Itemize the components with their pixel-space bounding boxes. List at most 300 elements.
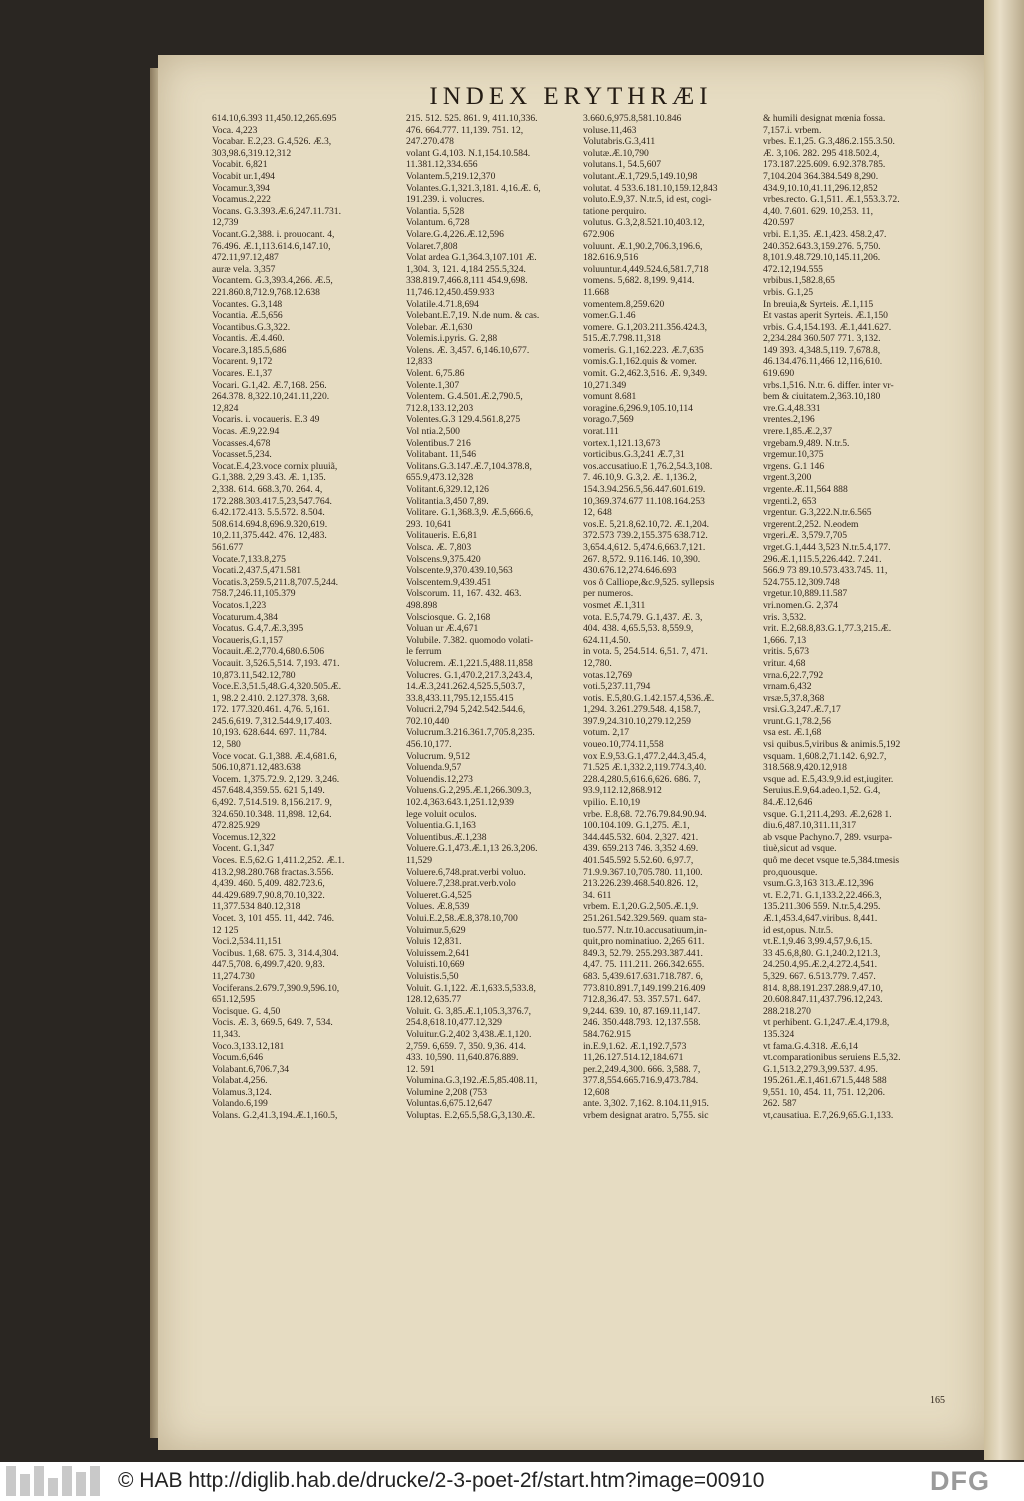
index-entry-line: vt.E.1,9.46 3,99.4,57,9.6,15. — [763, 936, 873, 948]
index-entry-line: 1, 98.2 2.410. 2.127.378. 3,68. — [212, 692, 330, 704]
index-entry-line: voluuntur.4,449.524.6,581.7,718 — [583, 263, 709, 275]
index-entry-line: G.1,388. 2,29 3.43. Æ. 1,135. — [212, 472, 326, 484]
index-entry-line: Voluissem.2,641 — [406, 947, 470, 959]
index-entry-line: Volitantia.3,450 7,89. — [406, 495, 489, 507]
index-entry-line: 472.825.929 — [212, 820, 260, 832]
index-entry-line: vris. 3,532. — [763, 611, 807, 623]
page-number: 165 — [930, 1395, 945, 1406]
index-entry-line: Volans. G.2,41.3,194.Æ.1,160.5, — [212, 1110, 338, 1122]
index-entry-line: Volucrem. Æ.1,221.5,488.11,858 — [406, 657, 533, 669]
index-entry-line: Volamus.3,124. — [212, 1086, 272, 1098]
index-entry-line: vsa est. Æ.1,68 — [763, 727, 822, 739]
index-entry-line: 508.614.694.8,696.9.320,619. — [212, 518, 328, 530]
index-entry-line: 12, 648 — [583, 507, 612, 519]
index-entry-line: 7. 46.10,9. G.3,2. Æ. 1,136.2, — [583, 472, 697, 484]
index-entry-line: 245.6,619. 7,312.544.9,17.403. — [212, 715, 332, 727]
index-entry-line: Volentibus.7 216 — [406, 437, 471, 449]
index-entry-line: 267. 8,572. 9.116.146. 10,390. — [583, 553, 701, 565]
index-entry-line: 102.4,363.643.1,251.12,939 — [406, 797, 514, 809]
index-entry-line: Vocat.E.4,23.voce cornix pluuiã, — [212, 460, 338, 472]
index-entry-line: 10,369.374.677 11.108.164.253 — [583, 495, 705, 507]
footer-bar — [0, 1462, 1024, 1501]
index-entry-line: auræ vela. 3,357 — [212, 263, 276, 275]
index-entry-line: Volare.G.4,226.Æ.12,596 — [406, 228, 504, 240]
index-entry-line: in vota. 5, 254.514. 6,51. 7, 471. — [583, 646, 708, 658]
index-entry-line: 456.10,177. — [406, 739, 452, 751]
index-entry-line: Volucrum.3.216.361.7,705.8,235. — [406, 727, 535, 739]
index-entry-line: Volabant.6,706.7,34 — [212, 1063, 290, 1075]
index-column-4 — [763, 113, 963, 1122]
index-entry-line: vrentes.2,196 — [763, 414, 815, 426]
index-entry-line: vrbes. E.1,25. G.3,486.2.155.3.50. — [763, 136, 895, 148]
index-entry-line: Volaret.7,808 — [406, 240, 458, 252]
index-entry-line: votas.12,769 — [583, 669, 633, 681]
index-entry-line: 10,2.11,375.442. 476. 12,483. — [212, 530, 327, 542]
index-entry-line: vrgetur.10,889.11.587 — [763, 588, 848, 600]
index-entry-line: 6,492. 7,514.519. 8,156.217. 9, — [212, 797, 332, 809]
index-entry-line: Vocem. 1,375.72.9. 2,129. 3,246. — [212, 773, 340, 785]
index-entry-line: Vocatos.1,223 — [212, 599, 267, 611]
index-entry-line: 213.226.239.468.540.826. 12, — [583, 878, 699, 890]
index-entry-line: quô me decet vsque te.5,384.tmesis — [763, 855, 900, 866]
index-entry-line: vomunt 8.681 — [583, 391, 637, 403]
index-entry-line: 262. 587 — [763, 1098, 797, 1110]
index-entry-line: Volando.6,199 — [212, 1098, 268, 1110]
dfg-logo: DFG — [930, 1466, 990, 1496]
index-entry-line: vomens. 5,682. 8,199. 9,414. — [583, 275, 695, 287]
index-entry-line: 712.8,36.47. 53. 357.571. 647. — [583, 994, 701, 1006]
index-entry-line: Volantes.G.1,321.3,181. 4,16.Æ. 6, — [406, 182, 541, 194]
index-entry-line: Vocatis.3,259.5,211.8,707.5,244. — [212, 576, 339, 588]
index-entry-line: votum. 2,17 — [583, 727, 630, 739]
index-entry-line: Volubile. 7.382. quomodo volati- — [406, 634, 534, 646]
index-entry-line: Volui.E.2,58.Æ.8,378.10,700 — [406, 912, 518, 924]
book-page — [158, 55, 984, 1450]
index-entry-line: Volitare. G.1,368.3,9. Æ.5,666.6, — [406, 507, 534, 519]
index-entry-line: quit,pro nominatiuo. 2,265 611. — [583, 936, 705, 948]
index-entry-line: vrgeri.Æ. 3,579.7,705 — [763, 530, 848, 542]
index-entry-line: 33 45.6,8,80. G.1,240.2,121.3, — [763, 947, 881, 959]
index-entry-line: Vol ntia.2,500 — [406, 426, 460, 438]
index-entry-line: vosmet Æ.1,311 — [583, 599, 646, 611]
copyright-link[interactable]: © HAB http://diglib.hab.de/drucke/2-3-poet-2f/start.htm?image=00910 — [118, 1469, 765, 1492]
index-entry-line: Volitans.G.3.147.Æ.7,104.378.8, — [406, 460, 532, 472]
index-entry-line: Vocantem. G.3,393.4,266. Æ.5, — [212, 275, 333, 287]
index-entry-line: 324.650.10.348. 11,898. 12,64. — [212, 808, 332, 820]
index-entry-line: 12 125 — [212, 924, 239, 936]
index-entry-line: Volsciosque. G. 2,168 — [406, 611, 491, 623]
index-entry-line: Voca. 4,223 — [212, 124, 258, 136]
index-entry-line: Voluntas.6,675.12,647 — [406, 1098, 493, 1110]
index-entry-line: 420.597 — [763, 217, 795, 229]
index-entry-line: 20.608.847.11,437.796.12,243. — [763, 994, 883, 1006]
index-entry-line: 372.573 739.2,155.375 638.712. — [583, 530, 708, 542]
index-entry-line: Volebar. Æ.1,630 — [406, 321, 473, 333]
index-entry-line: Voluere.6,748.prat.verbi voluo. — [406, 866, 526, 878]
index-entry-line: Seruius.E.9,64.adeo.1,52. G.4, — [763, 785, 881, 797]
facing-page-edge — [984, 0, 1024, 1460]
index-entry-line: Volitaueris. E.6,81 — [406, 530, 478, 542]
index-entry-line: 12,739 — [212, 217, 239, 229]
index-entry-line: vt,causatiua. E.7,26.9,65.G.1,133. — [763, 1110, 894, 1122]
index-entry-line: 10,873.11,542.12,780 — [212, 669, 296, 681]
index-entry-line: 4,47. 75. 111.211. 266.342.655. — [583, 959, 705, 971]
index-entry-line: vrbem. E.1,20.G.2,505.Æ.1,9. — [583, 901, 699, 913]
index-entry-line: voluunt. Æ.1,90.2,706.3,196.6, — [583, 240, 703, 252]
index-entry-line: volutus. G.3,2,8.521.10,403.12, — [583, 217, 705, 229]
index-entry-line: Vocari. G.1,42. Æ.7,168. 256. — [212, 379, 327, 391]
index-entry-line: 135.324 — [763, 1028, 795, 1040]
index-entry-line: Vocantia. Æ.5,656 — [212, 310, 283, 322]
index-entry-line: volutat. 4 533.6.181.10,159.12,843 — [583, 182, 718, 194]
index-entry-line: 10,193. 628.644. 697. 11,784. — [212, 727, 327, 739]
index-entry-line: 472.11,97.12,487 — [212, 252, 279, 264]
index-entry-line: Vocantis. Æ.4.460. — [212, 333, 285, 345]
index-entry-line: 215. 512. 525. 861. 9, 411.10,336. — [406, 113, 538, 124]
index-entry-line: vrgent.3,200 — [763, 472, 812, 484]
index-entry-line: Vocum.6,646 — [212, 1052, 263, 1064]
index-column-1 — [212, 113, 398, 1122]
index-entry-line: Voluit. G.1,122. Æ.1,633.5,533.8, — [406, 982, 536, 994]
index-entry-line: 2,234.284 360.507 771. 3,132. — [763, 333, 881, 345]
index-entry-line: vrgens. G.1 146 — [763, 460, 825, 472]
index-entry-line: Volutabris.G.3,411 — [583, 136, 656, 148]
index-entry-line: voluto.E.9,37. N.tr.5, id est, cogi- — [583, 194, 712, 206]
index-entry-line: 814. 8,88.191.237.288.9,47.10, — [763, 982, 883, 994]
index-entry-line: 672.906 — [583, 228, 615, 240]
index-entry-line: 24.250.4,95.Æ.2,4.272.4,541. — [763, 959, 878, 971]
index-entry-line: Volentes.G.3 129.4.561.8,275 — [406, 414, 521, 426]
index-entry-line: Volues. Æ.8,539 — [406, 901, 470, 913]
index-entry-line: vox E.9,53.G.1,477.2,44.3,45.4, — [583, 750, 707, 762]
index-entry-line: 71.9.9.367.10,705.780. 11,100. — [583, 866, 703, 878]
index-entry-line: Voluentibus.Æ.1,238 — [406, 831, 487, 843]
index-entry-line: tiuè,sicut ad vsque. — [763, 843, 837, 855]
index-entry-line: Volabat.4,256. — [212, 1075, 268, 1087]
index-entry-line: Volucri.2,794 5,242.542.544.6, — [406, 704, 526, 716]
index-entry-line: Vocemus.12,322 — [212, 831, 276, 843]
index-entry-line: & humili designat mœnia fossa. — [763, 113, 886, 124]
index-entry-line: In breuia,& Syrteis. Æ.1,115 — [763, 298, 874, 310]
index-entry-line: 2,338. 614. 668.3,70. 264. 4, — [212, 484, 323, 495]
index-entry-line: 702.10,440 — [406, 715, 450, 727]
index-entry-line: 240.352.643.3,159.276. 5,750. — [763, 240, 881, 252]
index-entry-line: 584.762.915 — [583, 1028, 631, 1040]
index-entry-line: 293. 10,641 — [406, 518, 452, 530]
index-entry-line: 246. 350.448.793. 12,137.558. — [583, 1017, 701, 1029]
index-entry-line: Volantia. 5,528 — [406, 205, 465, 217]
index-entry-line: Vocaueris,G.1,157 — [212, 634, 283, 646]
index-entry-line: 195.261.Æ.1,461.671.5,448 588 — [763, 1075, 887, 1087]
index-entry-line: Volatile.4.71.8,694 — [406, 298, 479, 310]
index-entry-line: Volucrum. 9,512 — [406, 750, 471, 762]
index-entry-line: 172. 177.320.461. 4,76. 5,161. — [212, 704, 330, 716]
index-entry-line: vsque. G.1,211.4,293. Æ.2,628 1. — [763, 808, 892, 820]
index-entry-line: vrbis. G.4,154.193. Æ.1,441.627. — [763, 321, 892, 333]
index-entry-line: 12,608 — [583, 1086, 610, 1098]
index-entry-line: per numeros. — [583, 588, 634, 600]
index-entry-line: 344.445.532. 604. 2,327. 421. — [583, 831, 699, 843]
index-entry-line: Vocis. Æ. 3, 669.5, 649. 7, 534. — [212, 1017, 333, 1029]
index-entry-line: 11,746.12,450.459.933 — [406, 286, 495, 298]
index-entry-line: Vocas. Æ.9,22.94 — [212, 426, 280, 438]
index-entry-line: vomer.G.1.46 — [583, 310, 636, 322]
index-entry-line: Volantum. 6,728 — [406, 217, 470, 229]
index-entry-line: Volentem. G.4.501.Æ.2,790.5, — [406, 391, 523, 403]
index-entry-line: Voco.3,133.12,181 — [212, 1040, 285, 1052]
index-entry-line: 100.104.109. G.1,275. Æ.1, — [583, 820, 690, 832]
index-entry-line: Volens. Æ. 3,457. 6,146.10,677. — [406, 344, 530, 356]
index-entry-line: vrbs.1,516. N.tr. 6. differ. inter vr- — [763, 379, 894, 391]
index-entry-line: Voluentia.G.1,163 — [406, 820, 476, 832]
index-entry-line: 338.819.7,466.8,111 454.9,698. — [406, 275, 528, 287]
index-entry-line: 12,824 — [212, 402, 239, 414]
index-entry-line: 683. 5,439.617.631.718.787. 6, — [583, 970, 703, 982]
index-entry-line: Æ. 3,106. 282. 295 418.502.4, — [763, 147, 880, 159]
index-entry-line: diu.6,487.10,311.11,317 — [763, 820, 857, 832]
index-entry-line: volutant.Æ.1,729.5,149.10,98 — [583, 170, 698, 182]
running-header: INDEX ERYTHRÆI — [429, 83, 713, 110]
index-entry-line: vos.accusatiuo.E 1,76.2,54.3,108. — [583, 460, 713, 472]
index-entry-line: 172.288.303.417.5,23,547.764. — [212, 495, 332, 507]
index-entry-line: 154.3.94.256.5,56.447.601.619. — [583, 484, 706, 495]
index-entry-line: vsi quibus.5,viribus & animis.5,192 — [763, 739, 901, 751]
index-entry-line: id est,opus. N.tr.5. — [763, 924, 834, 936]
index-entry-line: Voluenda.9,57 — [406, 762, 462, 774]
index-entry-line: vrunt.G.1,78.2,56 — [763, 715, 831, 727]
index-entry-line: 6.42.172.413. 5.5.572. 8.504. — [212, 507, 325, 519]
index-entry-line: vrget.G.1,444 3,523 N.tr.5.4,177. — [763, 541, 891, 553]
index-entry-line: Voce.E.3,51.5,48.G.4,320.505.Æ. — [212, 681, 342, 693]
index-entry-line: 11.668 — [583, 286, 610, 298]
index-entry-line: vrgebam.9,489. N.tr.5. — [763, 437, 850, 449]
index-entry-line: 524.755.12,309.748 — [763, 576, 840, 588]
index-entry-line: 221.860.8,712.9,768.12.638 — [212, 286, 320, 298]
index-entry-line: 76.496. Æ.1,113.614.6,147.10, — [212, 240, 331, 252]
index-entry-line: 228.4,280.5,616.6,626. 686. 7, — [583, 773, 701, 785]
index-entry-line: Vocauit. 3,526.5,514. 7,193. 471. — [212, 657, 340, 669]
index-entry-line: 7,104.204 364.384.549 8,290. — [763, 170, 879, 182]
index-entry-line: Vociferans.2.679.7,390.9,596.10, — [212, 982, 340, 994]
index-entry-line: vomere. G.1,203.211.356.424.3, — [583, 321, 708, 333]
index-entry-line: Volitabant. 11,546 — [406, 449, 477, 461]
index-entry-line: 619.690 — [763, 368, 795, 380]
index-entry-line: 93.9,112.12,868.912 — [583, 785, 662, 797]
index-entry-line: 46.134.476.11,466 12,116,610. — [763, 356, 883, 368]
index-entry-line: vsque ad. E.5,43.9,9.id est,iugiter. — [763, 773, 894, 785]
index-entry-line: 472.12,194.555 — [763, 263, 823, 275]
index-entry-line: vre.G.4,48.331 — [763, 402, 821, 414]
index-entry-line: 397.9,24.310.10,279.12,259 — [583, 715, 691, 727]
index-entry-line: per.2,249.4,300. 666. 3,588. 7, — [583, 1063, 701, 1075]
index-entry-line: 439. 659.213 746. 3,352 4.69. — [583, 843, 699, 855]
index-entry-line: 264.378. 8,322.10,241.11,220. — [212, 391, 330, 403]
index-entry-line: vrgentur. G.3,222.N.tr.6.565 — [763, 507, 872, 519]
index-entry-line: Volente.1,307 — [406, 379, 460, 391]
index-entry-line: Volsca. Æ. 7,803 — [406, 541, 472, 553]
index-entry-line: 173.187.225.609. 6.92.378.785. — [763, 159, 886, 171]
index-entry-line: Æ.1,453.4,647.viribus. 8,441. — [763, 912, 878, 924]
index-entry-line: 7,157.i. vrbem. — [763, 124, 822, 136]
index-entry-line: 251.261.542.329.569. quam sta- — [583, 912, 707, 924]
index-entry-line: Vocant.G.2,388. i. prouocant. 4, — [212, 228, 335, 240]
index-entry-line: vota. E.5,74.79. G.1,437. Æ. 3, — [583, 611, 703, 623]
index-entry-line: Volscens.9,375.420 — [406, 553, 481, 565]
index-entry-line: 712.8,133.12,203 — [406, 402, 474, 414]
index-entry-line: Vocamur.3,394 — [212, 182, 270, 194]
index-entry-line: Voluan ur Æ.4,671 — [406, 623, 479, 635]
index-entry-line: vritur. 4,68 — [763, 657, 806, 669]
index-entry-line: vrbis. G.1,25 — [763, 286, 814, 298]
index-entry-line: vritis. 5,673 — [763, 646, 810, 658]
index-entry-line: vrnam.6,432 — [763, 681, 812, 693]
index-entry-line: vrbi. E.1,35. Æ.1,423. 458.2,47. — [763, 228, 887, 240]
index-entry-line: vos.E. 5,21.8,62.10,72. Æ.1,204. — [583, 518, 710, 530]
index-entry-line: Vocasses.4,678 — [212, 437, 271, 449]
index-entry-line: 447.5,708. 6,499.7,420. 9,83. — [212, 959, 325, 971]
index-entry-line: 191.239. i. volucres. — [406, 194, 485, 206]
index-entry-line: 11,26.127.514.12,184.671 — [583, 1052, 684, 1064]
index-entry-line: Vocabar. E.2,23. G.4,526. Æ.3, — [212, 136, 332, 148]
index-entry-line: 254.8,618.10,477.12,329 — [406, 1017, 502, 1029]
index-entry-line: Volscentem.9,439.451 — [406, 576, 492, 588]
index-entry-line: vorticibus.G.3,241 Æ.7,31 — [583, 449, 685, 461]
index-entry-line: 44.429.689.7,90.8,70.10,322. — [212, 889, 325, 901]
index-entry-line: Volebant.E.7,19. N.de num. & cas. — [406, 310, 540, 322]
index-entry-line: vt perhibent. G.1,247.Æ.4,179.8, — [763, 1017, 890, 1029]
index-entry-line: 498.898 — [406, 599, 438, 611]
index-entry-line: 11,274.730 — [212, 970, 255, 982]
index-entry-line: ab vsque Pachyno.7, 289. vsurpa- — [763, 831, 893, 843]
index-entry-line: Voces. E.5,62.G 1,411.2,252. Æ.1. — [212, 855, 345, 866]
index-entry-line: vrgemur.10,375 — [763, 449, 824, 461]
index-entry-line: Voluere.7,238.prat.verb.volo — [406, 878, 516, 890]
index-entry-line: 506.10,871.12,483.638 — [212, 762, 301, 774]
index-entry-line: Vocasset.5,234. — [212, 449, 272, 461]
index-entry-line: 247.270.478 — [406, 136, 454, 148]
index-entry-line: Voci.2,534.11,151 — [212, 936, 282, 948]
index-entry-line: vorat.111 — [583, 426, 619, 438]
index-entry-line: voluse.11,463 — [583, 124, 637, 136]
index-entry-line: 12,833 — [406, 356, 433, 368]
index-entry-line: votis. E.5,80.G.1.42.157.4,536.Æ. — [583, 692, 715, 704]
index-entry-line: 288.218.270 — [763, 1005, 811, 1017]
index-entry-line: Vocantibus.G.3,322. — [212, 321, 291, 333]
index-entry-line: 34. 611 — [583, 889, 612, 901]
index-entry-line: vrere.1,85.Æ.2,37 — [763, 426, 833, 438]
index-entry-line: Volscorum. 11, 167. 432. 463. — [406, 588, 522, 600]
index-entry-line: bem & ciuitatem.2,363.10,180 — [763, 391, 881, 403]
index-entry-line: Voce vocat. G.1,388. Æ.4,681.6, — [212, 750, 337, 762]
index-entry-line: 614.10,6.393 11,450.12,265.695 — [212, 113, 337, 124]
index-entry-line: Vocans. G.3.393.Æ.6,247.11.731. — [212, 205, 341, 217]
index-entry-line: 71.525 Æ.1,332.2,119.774.3,40. — [583, 762, 707, 774]
index-entry-line: 5,329. 667. 6.513.779. 7.457. — [763, 970, 876, 982]
index-entry-line: Voluens.G.2,295.Æ.1,266.309.3, — [406, 785, 532, 797]
index-entry-line: voueo.10,774.11,558 — [583, 739, 664, 751]
index-entry-line: 404. 438. 4,65.5,53. 8,559.9, — [583, 623, 694, 635]
index-entry-line: 476. 664.777. 11,139. 751. 12, — [406, 124, 524, 136]
index-entry-line: Voluptas. E.2,65.5,58.G,3,130.Æ. — [406, 1110, 536, 1122]
index-entry-line: 3,654.4,612. 5,474.6,663.7,121. — [583, 541, 706, 553]
index-entry-line: tatione perquiro. — [583, 205, 647, 217]
index-entry-line: G.1,513.2,279.3,99.537. 4.95. — [763, 1063, 878, 1075]
index-entry-line: 33.8,433.11,795.12,155.415 — [406, 692, 514, 704]
index-entry-line: Voluitur.G.2,402 3,438.Æ.1,120. — [406, 1028, 532, 1040]
index-entry-line: Et vastas aperit Syrteis. Æ.1,150 — [763, 310, 888, 322]
index-entry-line: vrsi.G.3,247.Æ.7,17 — [763, 704, 841, 716]
index-entry-line: vrgente.Æ.11,564 888 — [763, 484, 848, 495]
index-entry-line: 11.381.12,334.656 — [406, 159, 478, 171]
index-entry-line: vsum.G.3,163 313.Æ.12,396 — [763, 878, 874, 890]
index-entry-line: Vocati.2,437.5,471.581 — [212, 565, 302, 577]
index-entry-line: Vocabit ur.1,494 — [212, 170, 275, 182]
index-entry-line: vrgerent.2,252. N.eodem — [763, 518, 859, 530]
index-entry-line: 413.2,98.280.768 fractas.3.556. — [212, 866, 334, 878]
index-entry-line: Volumina.G.3,192.Æ.5,85.408.11, — [406, 1075, 538, 1087]
index-entry-line: Vocares. E.1,37 — [212, 368, 273, 380]
index-entry-line: vrit. E.2,68.8,83.G.1,77.3,215.Æ. — [763, 623, 892, 635]
index-entry-line: vrna.6,22.7,792 — [763, 669, 824, 681]
index-entry-line: 433. 10,590. 11,640.876.889. — [406, 1052, 519, 1064]
index-entry-line: Vocatus. G.4,7.Æ.3,395 — [212, 623, 304, 635]
index-entry-line: vrbibus.1,582.8,65 — [763, 275, 835, 287]
index-entry-line: 651.12,595 — [212, 994, 256, 1006]
index-entry-line: lege voluit oculos. — [406, 808, 477, 820]
index-entry-line: 849.3, 52.79. 255.293.387.441. — [583, 947, 703, 959]
index-entry-line: Vocabit. 6,821 — [212, 159, 268, 171]
index-entry-line: volutans.1, 54.5,607 — [583, 159, 662, 171]
hab-logo-icon — [6, 1466, 102, 1496]
index-entry-line: Volscente.9,370.439.10,563 — [406, 565, 513, 577]
index-entry-line: Volantem.5,219.12,370 — [406, 170, 496, 182]
index-entry-line: vrgenti.2, 653 — [763, 495, 817, 507]
index-entry-line: Voluimur.5,629 — [406, 924, 466, 936]
index-entry-line: 434.9,10.10,41.11,296.12,852 — [763, 182, 878, 194]
index-entry-line: voragine.6,296.9,105.10,114 — [583, 402, 693, 414]
index-entry-line: Vocaturum.4,384 — [212, 611, 278, 623]
index-entry-line: 303,98.6,319.12,312 — [212, 147, 292, 159]
index-entry-line: vt fama.G.4.318. Æ.6,14 — [763, 1040, 858, 1052]
index-entry-line: 4,40. 7.601. 629. 10,253. 11, — [763, 205, 873, 217]
index-entry-line: vsquam. 1,608.2,71.142. 6,92.7, — [763, 750, 887, 762]
index-entry-line: le ferrum — [406, 646, 442, 658]
index-entry-line: Volumine 2,208 (753 — [406, 1086, 488, 1098]
index-entry-line: Voluistis.5,50 — [406, 970, 459, 982]
index-entry-line: 12, 580 — [212, 739, 241, 751]
index-entry-line: vos ô Calliope,&c.9,525. syllepsis — [583, 576, 715, 588]
index-entry-line: 9,551. 10, 454. 11, 751. 12,206. — [763, 1086, 885, 1098]
index-entry-line: 515.Æ.7.798.11,318 — [583, 333, 661, 345]
index-entry-line: 9,244. 639. 10, 87.169.11,147. — [583, 1005, 701, 1017]
index-entry-line: Vocaris. i. vocaueris. E.3 49 — [212, 414, 320, 426]
index-entry-line: 2,759. 6,659. 7, 350. 9,36. 414. — [406, 1040, 526, 1052]
index-entry-line: 11,377.534 840.12,318 — [212, 901, 301, 913]
index-entry-line: Voluit. G. 3,85.Æ.1,105.3,376.7, — [406, 1005, 532, 1017]
index-entry-line: 1,294. 3.261.279.548. 4,158.7, — [583, 704, 701, 716]
index-entry-line: 457.648.4,359.55. 621 5,149. — [212, 785, 325, 797]
index-entry-line: vpilio. E.10,19 — [583, 797, 641, 809]
index-entry-line: vrbem designat aratro. 5,755. sic — [583, 1110, 709, 1122]
index-entry-line: 11,343. — [212, 1028, 241, 1040]
index-entry-line: 8,101.9.48.729.10,145.11,206. — [763, 252, 881, 264]
index-entry-line: volant G.4,103. N.1,154.10.584. — [406, 147, 531, 159]
index-entry-line: vrbe. E.8,68. 72.76.79.84.90.94. — [583, 808, 707, 820]
index-entry-line: vrsæ.5,37.8,368 — [763, 692, 825, 704]
index-entry-line: Voluis 12,831. — [406, 936, 462, 948]
index-entry-line: vrbes.recto. G.1,511. Æ.1,553.3.72. — [763, 194, 900, 206]
index-entry-line: 1,666. 7,13 — [763, 634, 807, 646]
